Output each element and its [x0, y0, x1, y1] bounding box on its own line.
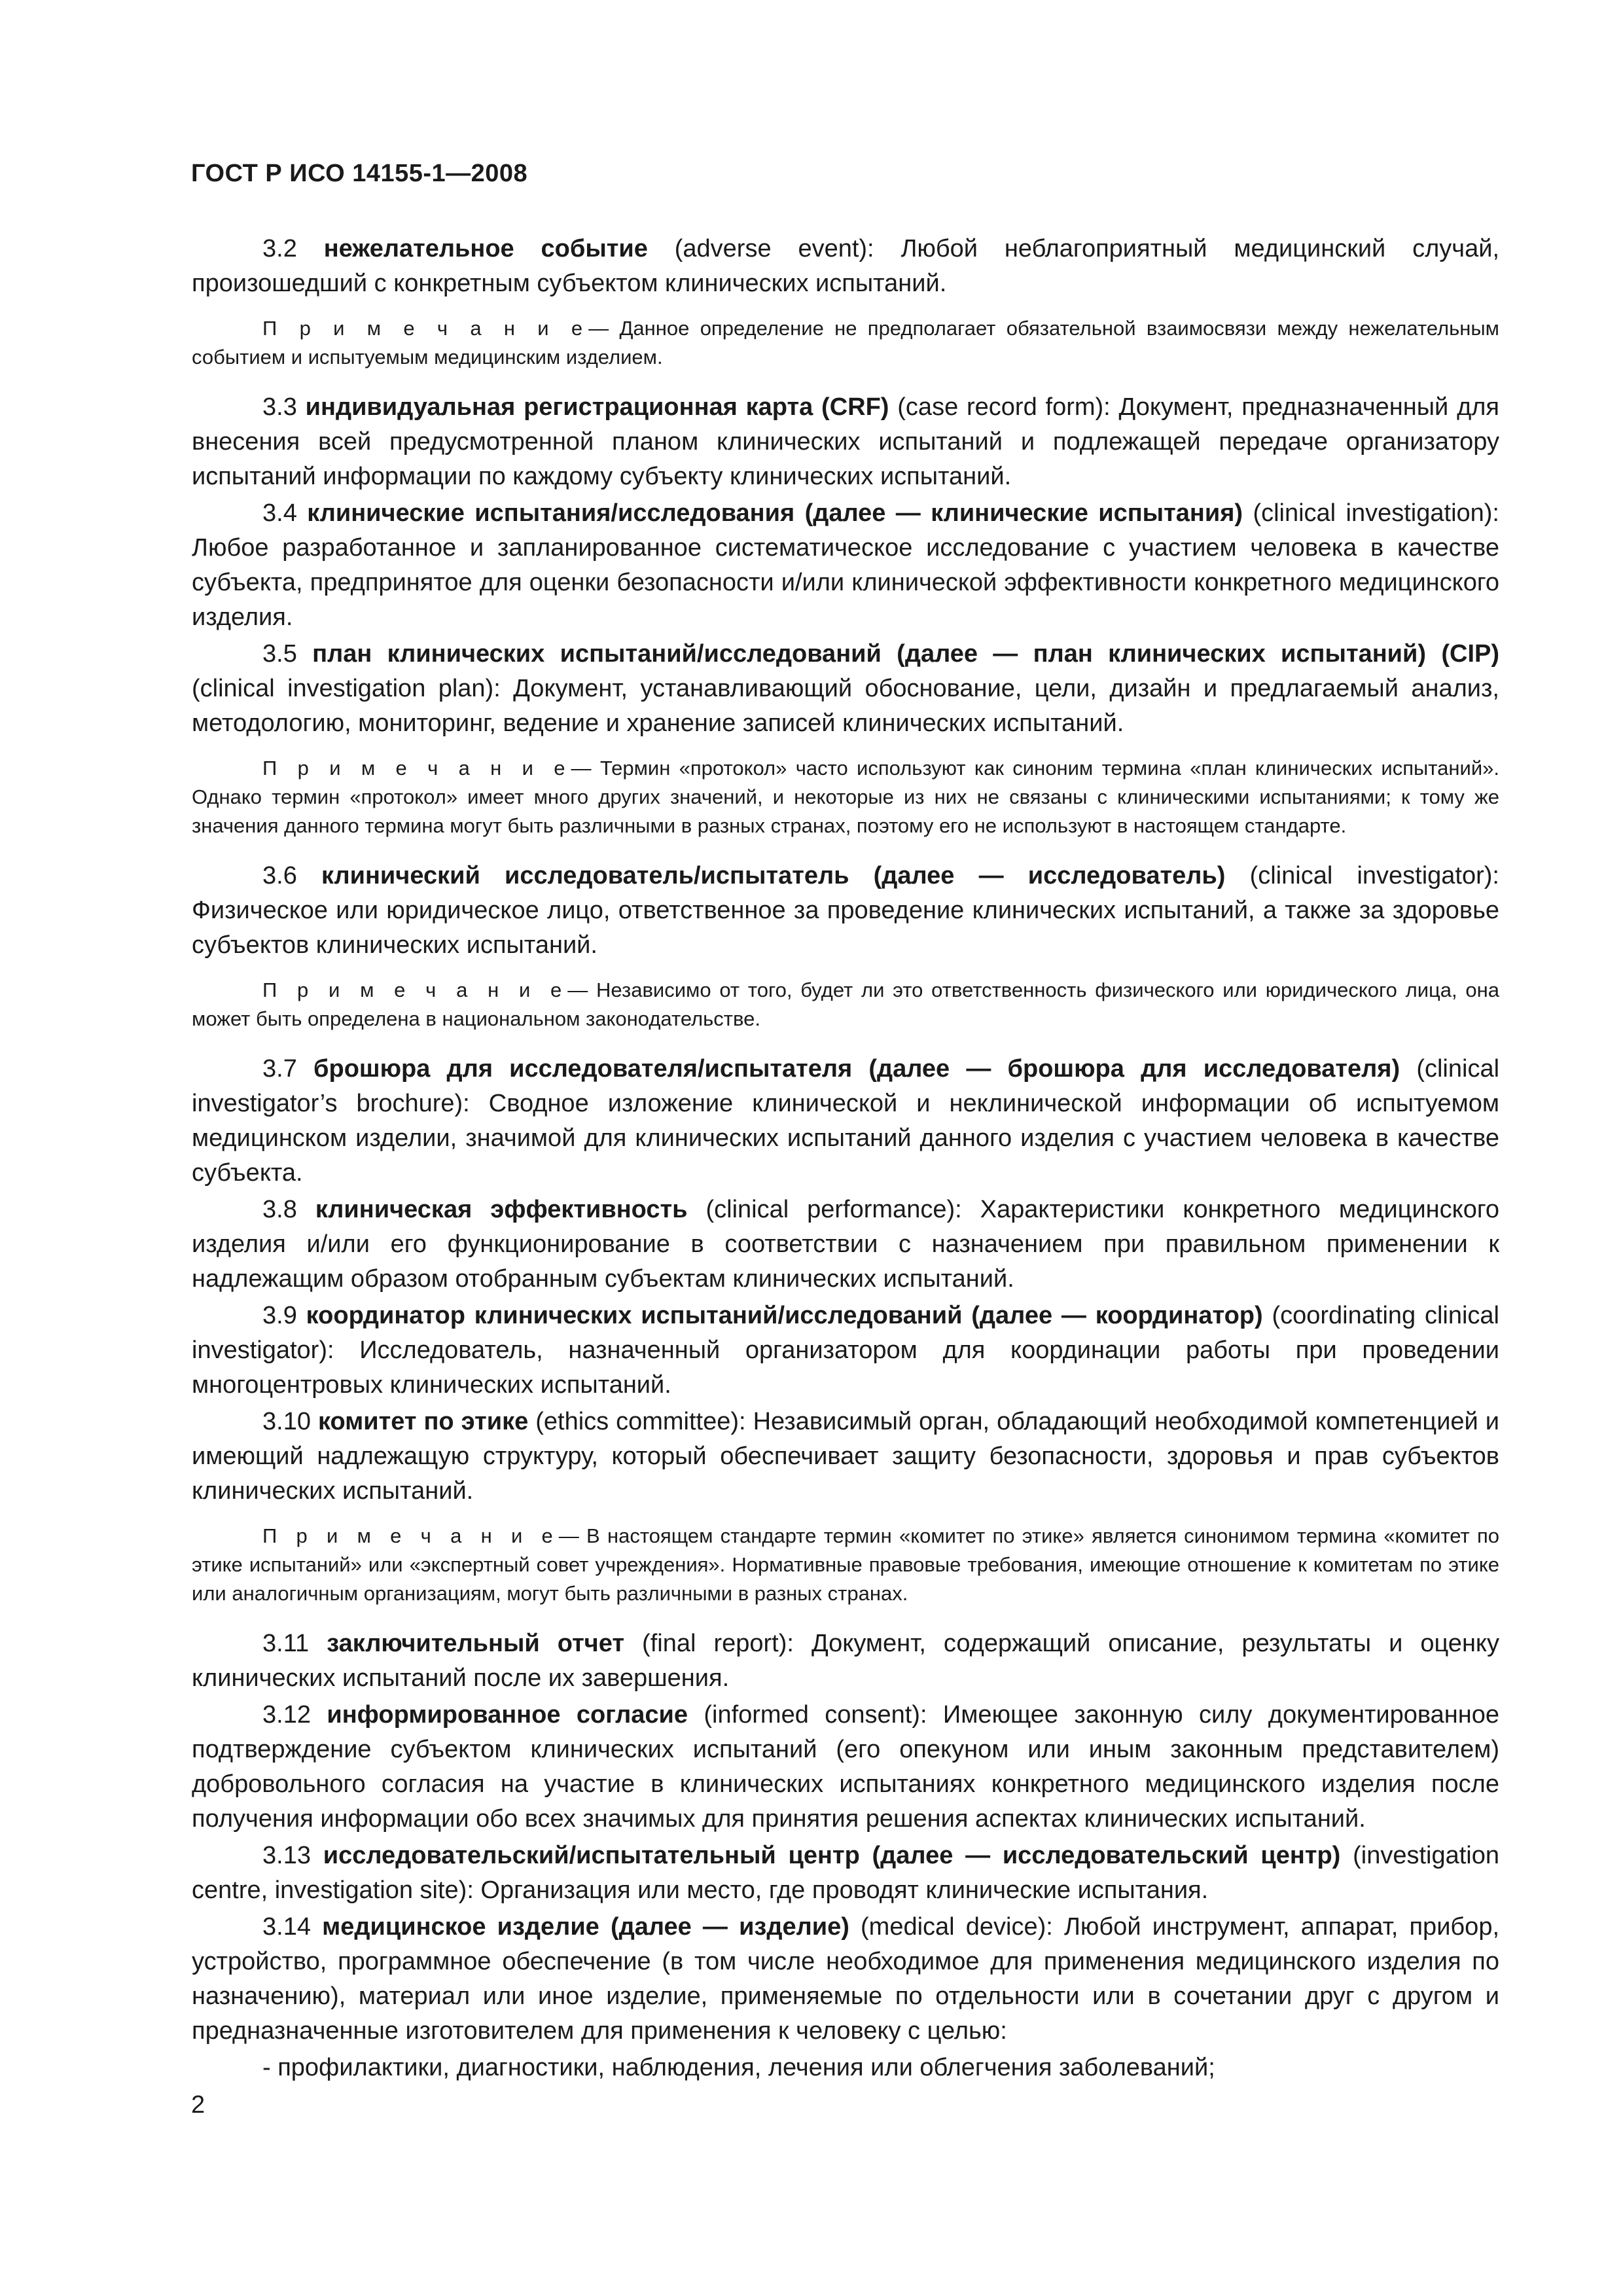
definition-text: (clinical investigator’s brochure): Сводное изложение клинической и неклинической информации об испытуемом медицинском изделии, значимой для клинических испытаний данного изделия с участием человека в качестве субъекта.	[192, 1055, 1500, 1187]
definition-3-11	[192, 1626, 1499, 1696]
definition-term: исследовательский/испытательный центр (далее — исследовательский центр)	[323, 1842, 1341, 1869]
definition-number: 3.7	[262, 1055, 297, 1083]
note-label: П р и м е ч а н и е	[262, 978, 568, 1001]
definition-term: координатор клинических испытаний/исследований (далее — координатор)	[306, 1302, 1263, 1329]
definition-3-7	[192, 1052, 1499, 1191]
definition-3-4	[192, 496, 1499, 635]
definition-number: 3.5	[262, 640, 297, 668]
note-text: — Независимо от того, будет ли это ответственность физического или юридического лица, она может быть определена в национальном законодательстве.	[192, 978, 1499, 1030]
definition-term: индивидуальная регистрационная карта (CRF)	[305, 393, 889, 421]
definition-term: нежелательное событие	[323, 235, 648, 262]
definition-text: (clinical investigation plan): Документ, устанавливающий обоснование, цели, дизайн и предлагаемый анализ, методологию, мониторинг, ведение и хранение записей клинических испытаний.	[192, 675, 1499, 737]
definition-number: 3.11	[262, 1630, 310, 1657]
definition-text: (medical device): Любой инструмент, аппарат, прибор, устройство, программное обеспечение (в том числе необходимое для применения медицинского изделия по назначению), материал или иное изделие, применяемые по отдельности или в сочетании друг с другом и предназначенные изготовителем для применения к человеку с целью:	[192, 1913, 1500, 2045]
definition-number: 3.9	[262, 1302, 297, 1329]
definition-3-9	[192, 1299, 1499, 1403]
definition-number: 3.8	[262, 1196, 297, 1223]
page-number: 2	[191, 2091, 205, 2119]
definition-number: 3.2	[262, 235, 297, 262]
definition-term: информированное согласие	[327, 1701, 688, 1729]
definition-text: (case record form): Документ, предназначенный для внесения всей предусмотренной планом клинических испытаний и подлежащей передаче организатору испытаний информации по каждому субъекту клинических испытаний.	[192, 393, 1500, 490]
note-label: П р и м е ч а н и е	[262, 317, 589, 340]
note-3-5	[192, 754, 1499, 840]
definition-3-10	[192, 1405, 1499, 1509]
definition-number: 3.13	[262, 1842, 311, 1869]
definition-text: (coordinating clinical investigator): Исследователь, назначенный организатором для координации работы при проведении многоцентровых клинических испытаний.	[192, 1302, 1499, 1399]
definition-term: клиническая эффективность	[315, 1196, 688, 1223]
definition-3-2	[192, 232, 1499, 301]
definition-term: клинические испытания/исследования (далее — клинические испытания)	[307, 499, 1243, 527]
definition-text: (adverse event): Любой неблагоприятный медицинский случай, произошедший с конкретным субъектом клинических испытаний.	[192, 235, 1500, 297]
note-label: П р и м е ч а н и е	[262, 1524, 559, 1547]
note-label: П р и м е ч а н и е	[262, 757, 571, 780]
definition-3-5	[192, 637, 1499, 741]
definition-term: план клинических испытаний/исследований (далее — план клинических испытаний) (CIP)	[312, 640, 1499, 668]
definition-term: брошюра для исследователя/испытателя (далее — брошюра для исследователя)	[313, 1055, 1400, 1083]
note-3-2	[192, 314, 1499, 372]
definition-text: (clinical investigation): Любое разработанное и запланированное систематическое исследование с участием человека в качестве субъекта, предпринятое для оценки безопасности и/или клинической эффективности конкретного медицинского изделия.	[192, 499, 1499, 631]
list-item: - профилактики, диагностики, наблюдения, лечения или облегчения заболеваний;	[262, 2054, 1215, 2081]
note-text: — В настоящем стандарте термин «комитет по этике» является синонимом термина «комитет по этике испытаний» или «экспертный совет учреждения». Нормативные правовые требования, имеющие отношение к комитетам по этике или аналогичным организациям, могут быть различными в разных странах.	[192, 1524, 1499, 1605]
definition-text: (clinical performance): Характеристики конкретного медицинского изделия и/или его функционирование в соответствии с назначением при правильном применении к надлежащим образом отобранным субъектам клинических испытаний.	[192, 1196, 1499, 1293]
definition-3-6	[192, 859, 1499, 963]
definition-3-8	[192, 1193, 1499, 1297]
note-text: — Термин «протокол» часто используют как синоним термина «план клинических испытаний». Однако термин «протокол» имеет много других значений, и некоторые из них не связаны с клиническими испытаниями; к тому же значения данного термина могут быть различными в разных странах, поэтому его не используют в настоящем стандарте.	[192, 757, 1499, 837]
definition-number: 3.14	[262, 1913, 311, 1941]
definition-text: (informed consent): Имеющее законную силу документированное подтверждение субъектом клинических испытаний (его опекуном или иным законным представителем) добровольного согласия на участие в клинических испытаниях конкретного медицинского изделия после получения информации обо всех значимых для принятия решения аспектах клинических испытаний.	[192, 1701, 1499, 1833]
definition-number: 3.3	[262, 393, 297, 421]
definition-number: 3.4	[262, 499, 297, 527]
definition-number: 3.12	[262, 1701, 311, 1729]
document-header: ГОСТ Р ИСО 14155-1—2008	[191, 160, 528, 187]
note-3-6	[192, 976, 1499, 1033]
definition-3-14	[192, 1910, 1499, 2049]
document-body	[192, 232, 1499, 2085]
note-text: — Данное определение не предполагает обязательной взаимосвязи между нежелательным событием и испытуемым медицинским изделием.	[192, 317, 1499, 368]
definition-term: медицинское изделие (далее — изделие)	[322, 1913, 849, 1941]
definition-text: (investigation centre, investigation site): Организация или место, где проводят клинические испытания.	[192, 1842, 1499, 1904]
definition-term: комитет по этике	[317, 1408, 529, 1435]
definition-3-13	[192, 1839, 1499, 1908]
definition-term: заключительный отчет	[327, 1630, 624, 1657]
definition-number: 3.6	[262, 862, 297, 889]
definition-3-12	[192, 1698, 1499, 1837]
definition-text: (ethics committee): Независимый орган, обладающий необходимой компетенцией и имеющий надлежащую структуру, который обеспечивает защиту безопасности, здоровья и прав субъектов клинических испытаний.	[192, 1408, 1499, 1505]
definition-3-3	[192, 390, 1499, 494]
definition-text: (clinical investigator): Физическое или юридическое лицо, ответственное за проведение клинических испытаний, а также за здоровье субъектов клинических испытаний.	[192, 862, 1499, 959]
definition-number: 3.10	[262, 1408, 311, 1435]
definition-text: (final report): Документ, содержащий описание, результаты и оценку клинических испытаний после их завершения.	[192, 1630, 1499, 1692]
note-3-10	[192, 1522, 1499, 1608]
definition-term: клинический исследователь/испытатель (далее — исследователь)	[321, 862, 1226, 889]
